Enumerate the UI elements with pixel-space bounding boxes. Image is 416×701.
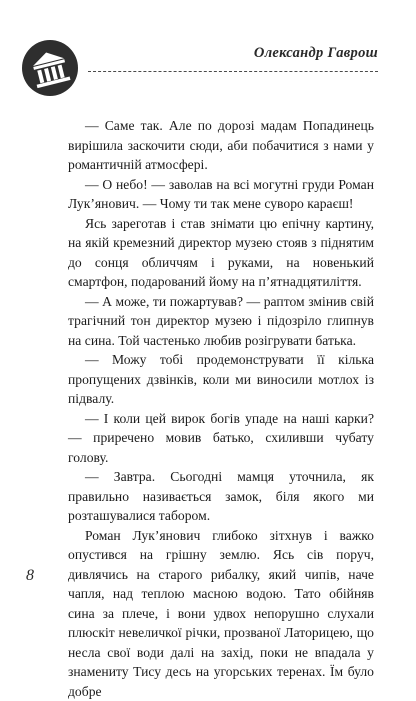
page-number: 8 xyxy=(26,567,34,585)
author-name: Олександр Гаврош xyxy=(254,45,378,62)
body-text xyxy=(68,116,374,701)
paragraph: Роман Лук’янович глибоко зітхнув і важко опустився на грішну землю. Ясь сів поруч, дивлячись на старого рибалку, який чипів, наче чапля, над теплою масною водою. Тато обійняв сина за плече, і вони удвох непорушно слухали плюскіт невеличкої річки, прозваної Латорицею, що несла свої води далі на захід, поки не впадала у знамениту Тису десь на угорських теренах. Їм було добре xyxy=(68,526,374,701)
paragraph: — Саме так. Але по дорозі мадам Попадинець вирішила заскочити сюди, аби побачитися з нами у романтичній атмосфері. xyxy=(68,116,374,175)
page-header xyxy=(0,0,416,110)
paragraph: — А може, ти пожартував? — раптом змінив свій трагічний тон директор музею і підозріло глипнув на сина. Той частенько любив розігрувати батька. xyxy=(68,292,374,351)
paragraph: — О небо! — заволав на всі могутні груди Роман Лук’янович. — Чому ти так мене суворо караєш! xyxy=(68,175,374,214)
museum-building-icon xyxy=(22,40,78,96)
header-divider xyxy=(88,71,378,72)
paragraph: Ясь зареготав і став знімати цю епічну картину, на якій кремезний директор музею стояв з піднятим до сонця обличчям і руками, на новенький смартфон, подарований йому на п’ятнадцятиліття. xyxy=(68,214,374,292)
paragraph: — І коли цей вирок богів упаде на наші карки? — приречено мовив батько, схиливши чубату голову. xyxy=(68,409,374,468)
paragraph: — Завтра. Сьогодні мамця уточнила, як правильно називається замок, біля якого ми розташувалися табором. xyxy=(68,467,374,526)
paragraph: — Можу тобі продемонструвати її кілька пропущених дзвінків, коли ми виносили мотлох із підвалу. xyxy=(68,350,374,409)
